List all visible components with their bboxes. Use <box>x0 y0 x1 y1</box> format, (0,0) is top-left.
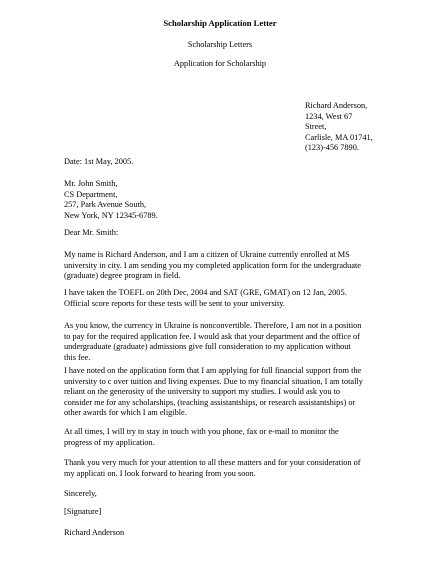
recipient-line: 257, Park Avenue South, <box>64 200 147 209</box>
paragraph-line: to pay for the required application fee. I would ask that your department and the office of <box>64 331 360 341</box>
sender-line: (123)-456 7890. <box>305 143 359 152</box>
sender-address <box>305 101 373 154</box>
sender-line: 1234, West 67 <box>305 111 353 121</box>
letter-date: Date: 1st May, 2005. <box>64 157 134 166</box>
salutation: Dear Mr. Smith: <box>64 228 119 237</box>
paragraph-line: Thank you very much for your attention to all these matters and for your consideration of <box>64 458 361 467</box>
recipient-line: Mr. John Smith, <box>64 179 118 188</box>
paragraph-line: consider me for any scholarships, (teaching assistantships, or research assistantships) or <box>64 397 356 407</box>
paragraph-5 <box>64 427 339 448</box>
paragraph-line: (graduate) degree program in field. <box>64 271 181 280</box>
paragraph-1 <box>64 250 361 282</box>
paragraph-4 <box>64 366 363 419</box>
recipient-address <box>64 179 158 221</box>
recipient-line: New York, NY 12345-6789. <box>64 210 158 220</box>
paragraph-line: university to c over tuition and living expenses. Due to my financial situation, I am totally <box>64 376 363 386</box>
paragraph-line: university in city. I am sending you my completed application form for the undergraduate <box>64 260 361 270</box>
sender-line: Carlisle, MA 01741, <box>305 132 373 142</box>
paragraph-line: Official score reports for these tests will be sent to your university. <box>64 298 285 308</box>
letter-subtitle-1: Scholarship Letters <box>187 40 253 49</box>
closing: Sincerely, <box>64 489 97 498</box>
signature-placeholder: [Signature] <box>64 507 102 516</box>
sender-line: Street, <box>305 122 327 131</box>
paragraph-line: my applicati on. I look forward to hearing from you soon. <box>64 468 256 478</box>
letter-subtitle-2: Application for Scholarship <box>173 59 267 68</box>
paragraph-line: reliant on the generosity of the university to support my studies. I would ask you to <box>64 387 341 396</box>
paragraph-line: this fee. <box>64 352 91 362</box>
paragraph-line: I have noted on the application form that I am applying for full financial support from the <box>64 366 362 375</box>
paragraph-line: I have taken the TOEFL on 20th Dec, 2004 and SAT (GRE, GMAT) on 12 Jan, 2005. <box>64 288 347 297</box>
paragraph-3 <box>64 321 361 363</box>
paragraph-line: undergraduate (graduate) admissions give full consideration to my application without <box>64 342 351 351</box>
recipient-line: CS Department, <box>64 189 118 199</box>
paragraph-2 <box>64 288 347 309</box>
paragraph-line: other awards for which I am eligible. <box>64 408 187 417</box>
letter-title: Scholarship Application Letter <box>163 18 277 28</box>
sender-line: Richard Anderson, <box>305 101 368 110</box>
paragraph-line: My name is Richard Anderson, and I am a citizen of Ukraine currently enrolled at MS <box>64 250 350 259</box>
paragraph-line: At all times, I will try to stay in touch with you phone, fax or e-mail to monitor the <box>64 427 339 436</box>
paragraph-line: progress of my application. <box>64 437 155 447</box>
paragraph-6 <box>64 458 361 479</box>
sender-name: Richard Anderson <box>64 528 125 537</box>
paragraph-line: As you know, the currency in Ukraine is nonconvertible. Therefore, I am not in a position <box>64 321 362 330</box>
